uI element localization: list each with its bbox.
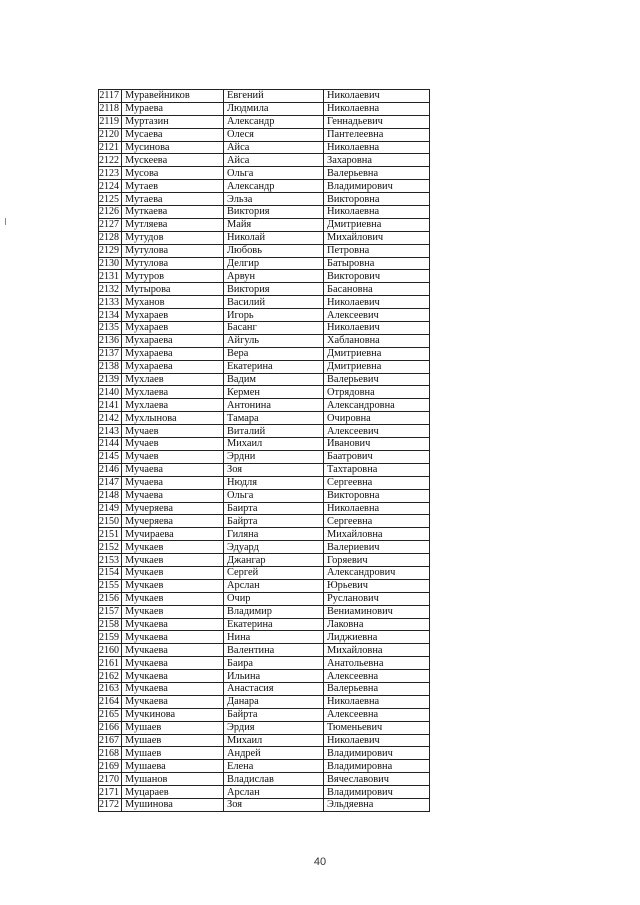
table-row xyxy=(99,270,430,283)
last-name-cell: Мушанов xyxy=(122,773,224,786)
first-name-cell: Баирта xyxy=(224,502,324,515)
table-row xyxy=(99,579,430,592)
first-name-cell: Вадим xyxy=(224,373,324,386)
patronymic-cell: Тюменьевич xyxy=(324,721,430,734)
patronymic-cell: Николаевна xyxy=(324,206,430,219)
patronymic-cell: Петровна xyxy=(324,244,430,257)
first-name-cell: Василий xyxy=(224,296,324,309)
last-name-cell: Мушаев xyxy=(122,734,224,747)
row-number: 2170 xyxy=(99,773,122,786)
table-row xyxy=(99,631,430,644)
row-number: 2159 xyxy=(99,631,122,644)
row-number: 2149 xyxy=(99,502,122,515)
first-name-cell: Любовь xyxy=(224,244,324,257)
first-name-cell: Анастасия xyxy=(224,682,324,695)
row-number: 2160 xyxy=(99,644,122,657)
last-name-cell: Мучаев xyxy=(122,450,224,463)
table-row xyxy=(99,554,430,567)
last-name-cell: Мусинова xyxy=(122,141,224,154)
last-name-cell: Мускеева xyxy=(122,154,224,167)
table-row xyxy=(99,115,430,128)
table-row xyxy=(99,399,430,412)
row-number: 2162 xyxy=(99,670,122,683)
patronymic-cell: Горяевич xyxy=(324,554,430,567)
table-row xyxy=(99,502,430,515)
table-row xyxy=(99,231,430,244)
table-row xyxy=(99,695,430,708)
table-row xyxy=(99,528,430,541)
first-name-cell: Гиляна xyxy=(224,528,324,541)
first-name-cell: Сергей xyxy=(224,566,324,579)
last-name-cell: Мутуров xyxy=(122,270,224,283)
last-name-cell: Мутаева xyxy=(122,193,224,206)
last-name-cell: Мушаев xyxy=(122,721,224,734)
last-name-cell: Мухараева xyxy=(122,347,224,360)
row-number: 2127 xyxy=(99,218,122,231)
patronymic-cell: Очировна xyxy=(324,412,430,425)
first-name-cell: Тамара xyxy=(224,412,324,425)
first-name-cell: Делгир xyxy=(224,257,324,270)
last-name-cell: Мучкаева xyxy=(122,618,224,631)
table-row xyxy=(99,296,430,309)
table-row xyxy=(99,708,430,721)
last-name-cell: Мураева xyxy=(122,102,224,115)
table-row xyxy=(99,734,430,747)
table-row xyxy=(99,309,430,322)
table-row xyxy=(99,670,430,683)
patronymic-cell: Николаевна xyxy=(324,141,430,154)
table-row xyxy=(99,798,430,811)
last-name-cell: Мухлаева xyxy=(122,399,224,412)
last-name-cell: Мухараева xyxy=(122,360,224,373)
last-name-cell: Мучкаева xyxy=(122,644,224,657)
row-number: 2166 xyxy=(99,721,122,734)
first-name-cell: Кермен xyxy=(224,386,324,399)
last-name-cell: Мухлынова xyxy=(122,412,224,425)
row-number: 2163 xyxy=(99,682,122,695)
first-name-cell: Данара xyxy=(224,695,324,708)
patronymic-cell: Отрядовна xyxy=(324,386,430,399)
table-row xyxy=(99,541,430,554)
table-row xyxy=(99,438,430,451)
table-row xyxy=(99,786,430,799)
row-number: 2129 xyxy=(99,244,122,257)
row-number: 2156 xyxy=(99,592,122,605)
patronymic-cell: Викторовна xyxy=(324,489,430,502)
last-name-cell: Мусова xyxy=(122,167,224,180)
last-name-cell: Мутырова xyxy=(122,283,224,296)
table-row xyxy=(99,566,430,579)
row-number: 2117 xyxy=(99,90,122,103)
patronymic-cell: Сергеевна xyxy=(324,476,430,489)
last-name-cell: Мушаев xyxy=(122,747,224,760)
table-row xyxy=(99,747,430,760)
last-name-cell: Мучкаева xyxy=(122,631,224,644)
first-name-cell: Екатерина xyxy=(224,360,324,373)
last-name-cell: Мутаев xyxy=(122,180,224,193)
table-row xyxy=(99,167,430,180)
table-row xyxy=(99,682,430,695)
patronymic-cell: Баатрович xyxy=(324,450,430,463)
first-name-cell: Айса xyxy=(224,141,324,154)
patronymic-cell: Лиджиевна xyxy=(324,631,430,644)
patronymic-cell: Михайлович xyxy=(324,231,430,244)
patronymic-cell: Владимировна xyxy=(324,760,430,773)
patronymic-cell: Владимирович xyxy=(324,180,430,193)
patronymic-cell: Эльдяевна xyxy=(324,798,430,811)
row-number: 2165 xyxy=(99,708,122,721)
patronymic-cell: Алексеевна xyxy=(324,670,430,683)
last-name-cell: Мучаева xyxy=(122,489,224,502)
registry-table xyxy=(98,89,430,812)
table-row xyxy=(99,592,430,605)
row-number: 2139 xyxy=(99,373,122,386)
last-name-cell: Мучкаева xyxy=(122,695,224,708)
patronymic-cell: Александрович xyxy=(324,566,430,579)
row-number: 2128 xyxy=(99,231,122,244)
row-number: 2135 xyxy=(99,322,122,335)
first-name-cell: Виталий xyxy=(224,425,324,438)
row-number: 2123 xyxy=(99,167,122,180)
first-name-cell: Эдуард xyxy=(224,541,324,554)
patronymic-cell: Вячеславович xyxy=(324,773,430,786)
last-name-cell: Мутляева xyxy=(122,218,224,231)
patronymic-cell: Дмитриевна xyxy=(324,360,430,373)
last-name-cell: Мучаева xyxy=(122,476,224,489)
patronymic-cell: Михайловна xyxy=(324,528,430,541)
table-row xyxy=(99,373,430,386)
first-name-cell: Игорь xyxy=(224,309,324,322)
patronymic-cell: Николаевич xyxy=(324,322,430,335)
first-name-cell: Людмила xyxy=(224,102,324,115)
patronymic-cell: Валерьевна xyxy=(324,167,430,180)
patronymic-cell: Николаевна xyxy=(324,695,430,708)
table-row xyxy=(99,347,430,360)
table-row xyxy=(99,605,430,618)
patronymic-cell: Алексеевна xyxy=(324,708,430,721)
last-name-cell: Мучкинова xyxy=(122,708,224,721)
table-row xyxy=(99,257,430,270)
patronymic-cell: Анатольевна xyxy=(324,657,430,670)
last-name-cell: Мучаева xyxy=(122,463,224,476)
patronymic-cell: Владимирович xyxy=(324,747,430,760)
table-row xyxy=(99,463,430,476)
last-name-cell: Мухлаева xyxy=(122,386,224,399)
patronymic-cell: Александровна xyxy=(324,399,430,412)
row-number: 2133 xyxy=(99,296,122,309)
last-name-cell: Мутулова xyxy=(122,257,224,270)
row-number: 2153 xyxy=(99,554,122,567)
row-number: 2158 xyxy=(99,618,122,631)
first-name-cell: Эрдия xyxy=(224,721,324,734)
patronymic-cell: Николаевна xyxy=(324,102,430,115)
row-number: 2148 xyxy=(99,489,122,502)
page-number: 40 xyxy=(313,856,327,868)
first-name-cell: Майя xyxy=(224,218,324,231)
table-row xyxy=(99,476,430,489)
first-name-cell: Байрта xyxy=(224,515,324,528)
first-name-cell: Арслан xyxy=(224,579,324,592)
row-number: 2131 xyxy=(99,270,122,283)
row-number: 2122 xyxy=(99,154,122,167)
row-number: 2140 xyxy=(99,386,122,399)
first-name-cell: Эрдни xyxy=(224,450,324,463)
last-name-cell: Мучкаев xyxy=(122,592,224,605)
row-number: 2143 xyxy=(99,425,122,438)
first-name-cell: Елена xyxy=(224,760,324,773)
first-name-cell: Ольга xyxy=(224,167,324,180)
table-row xyxy=(99,334,430,347)
patronymic-cell: Иванович xyxy=(324,438,430,451)
row-number: 2142 xyxy=(99,412,122,425)
first-name-cell: Арслан xyxy=(224,786,324,799)
last-name-cell: Мутулова xyxy=(122,244,224,257)
row-number: 2132 xyxy=(99,283,122,296)
row-number: 2120 xyxy=(99,128,122,141)
row-number: 2125 xyxy=(99,193,122,206)
row-number: 2118 xyxy=(99,102,122,115)
table-row xyxy=(99,773,430,786)
first-name-cell: Вера xyxy=(224,347,324,360)
last-name-cell: Мучираева xyxy=(122,528,224,541)
patronymic-cell: Алексеевич xyxy=(324,425,430,438)
last-name-cell: Мухараев xyxy=(122,322,224,335)
last-name-cell: Мучкаева xyxy=(122,657,224,670)
row-number: 2172 xyxy=(99,798,122,811)
row-number: 2134 xyxy=(99,309,122,322)
table-row xyxy=(99,102,430,115)
table-row xyxy=(99,412,430,425)
first-name-cell: Ильина xyxy=(224,670,324,683)
row-number: 2119 xyxy=(99,115,122,128)
first-name-cell: Владимир xyxy=(224,605,324,618)
last-name-cell: Мушаева xyxy=(122,760,224,773)
patronymic-cell: Михайловна xyxy=(324,644,430,657)
first-name-cell: Басанг xyxy=(224,322,324,335)
last-name-cell: Мучкаев xyxy=(122,554,224,567)
row-number: 2169 xyxy=(99,760,122,773)
table-row xyxy=(99,206,430,219)
row-number: 2144 xyxy=(99,438,122,451)
row-number: 2155 xyxy=(99,579,122,592)
row-number: 2152 xyxy=(99,541,122,554)
last-name-cell: Мухлаев xyxy=(122,373,224,386)
row-number: 2168 xyxy=(99,747,122,760)
row-number: 2161 xyxy=(99,657,122,670)
patronymic-cell: Юрьевич xyxy=(324,579,430,592)
last-name-cell: Муравейников xyxy=(122,90,224,103)
first-name-cell: Андрей xyxy=(224,747,324,760)
last-name-cell: Муцараев xyxy=(122,786,224,799)
patronymic-cell: Викторовна xyxy=(324,193,430,206)
first-name-cell: Арвун xyxy=(224,270,324,283)
patronymic-cell: Алексеевич xyxy=(324,309,430,322)
first-name-cell: Виктория xyxy=(224,206,324,219)
last-name-cell: Муртазин xyxy=(122,115,224,128)
last-name-cell: Мучеряева xyxy=(122,502,224,515)
last-name-cell: Мухараева xyxy=(122,334,224,347)
first-name-cell: Нина xyxy=(224,631,324,644)
patronymic-cell: Хаблановна xyxy=(324,334,430,347)
patronymic-cell: Валериевич xyxy=(324,541,430,554)
table-row xyxy=(99,128,430,141)
first-name-cell: Евгений xyxy=(224,90,324,103)
table-row xyxy=(99,450,430,463)
last-name-cell: Мучкаева xyxy=(122,670,224,683)
first-name-cell: Байрта xyxy=(224,708,324,721)
row-number: 2167 xyxy=(99,734,122,747)
row-number: 2150 xyxy=(99,515,122,528)
last-name-cell: Мучкаева xyxy=(122,682,224,695)
patronymic-cell: Батыровна xyxy=(324,257,430,270)
last-name-cell: Мучеряева xyxy=(122,515,224,528)
last-name-cell: Мучаев xyxy=(122,425,224,438)
table-row xyxy=(99,386,430,399)
last-name-cell: Мушинова xyxy=(122,798,224,811)
last-name-cell: Муханов xyxy=(122,296,224,309)
row-number: 2154 xyxy=(99,566,122,579)
patronymic-cell: Викторович xyxy=(324,270,430,283)
table-row xyxy=(99,760,430,773)
patronymic-cell: Басановна xyxy=(324,283,430,296)
patronymic-cell: Тахтаровна xyxy=(324,463,430,476)
patronymic-cell: Владимирович xyxy=(324,786,430,799)
first-name-cell: Валентина xyxy=(224,644,324,657)
table-row xyxy=(99,244,430,257)
table-row xyxy=(99,618,430,631)
row-number: 2151 xyxy=(99,528,122,541)
last-name-cell: Мутудов xyxy=(122,231,224,244)
row-number: 2157 xyxy=(99,605,122,618)
patronymic-cell: Дмитриевна xyxy=(324,347,430,360)
first-name-cell: Виктория xyxy=(224,283,324,296)
last-name-cell: Мусаева xyxy=(122,128,224,141)
table-row xyxy=(99,721,430,734)
row-number: 2147 xyxy=(99,476,122,489)
first-name-cell: Николай xyxy=(224,231,324,244)
first-name-cell: Михаил xyxy=(224,734,324,747)
first-name-cell: Александр xyxy=(224,180,324,193)
row-number: 2138 xyxy=(99,360,122,373)
row-number: 2141 xyxy=(99,399,122,412)
patronymic-cell: Вениаминович xyxy=(324,605,430,618)
table-row xyxy=(99,489,430,502)
row-number: 2145 xyxy=(99,450,122,463)
first-name-cell: Очир xyxy=(224,592,324,605)
table-row xyxy=(99,644,430,657)
first-name-cell: Антонина xyxy=(224,399,324,412)
table-row xyxy=(99,515,430,528)
patronymic-cell: Русланович xyxy=(324,592,430,605)
first-name-cell: Екатерина xyxy=(224,618,324,631)
last-name-cell: Мучкаев xyxy=(122,579,224,592)
table-row xyxy=(99,322,430,335)
row-number: 2146 xyxy=(99,463,122,476)
first-name-cell: Айса xyxy=(224,154,324,167)
row-number: 2130 xyxy=(99,257,122,270)
first-name-cell: Олеся xyxy=(224,128,324,141)
table-row xyxy=(99,425,430,438)
table-row xyxy=(99,657,430,670)
first-name-cell: Александр xyxy=(224,115,324,128)
row-number: 2124 xyxy=(99,180,122,193)
table-row xyxy=(99,283,430,296)
patronymic-cell: Николаевич xyxy=(324,296,430,309)
table-row xyxy=(99,180,430,193)
row-number: 2164 xyxy=(99,695,122,708)
table-row xyxy=(99,90,430,103)
last-name-cell: Мучкаев xyxy=(122,566,224,579)
first-name-cell: Джангар xyxy=(224,554,324,567)
first-name-cell: Зоя xyxy=(224,798,324,811)
table-row xyxy=(99,154,430,167)
last-name-cell: Мучкаев xyxy=(122,605,224,618)
last-name-cell: Мухараев xyxy=(122,309,224,322)
patronymic-cell: Валерьевна xyxy=(324,682,430,695)
row-number: 2137 xyxy=(99,347,122,360)
first-name-cell: Айгуль xyxy=(224,334,324,347)
row-number: 2126 xyxy=(99,206,122,219)
patronymic-cell: Николаевич xyxy=(324,90,430,103)
last-name-cell: Мучаев xyxy=(122,438,224,451)
first-name-cell: Михаил xyxy=(224,438,324,451)
table-row xyxy=(99,218,430,231)
table-row xyxy=(99,193,430,206)
table-row xyxy=(99,141,430,154)
first-name-cell: Баира xyxy=(224,657,324,670)
row-number: 2171 xyxy=(99,786,122,799)
row-number: 2136 xyxy=(99,334,122,347)
first-name-cell: Владислав xyxy=(224,773,324,786)
patronymic-cell: Валерьевич xyxy=(324,373,430,386)
patronymic-cell: Сергеевна xyxy=(324,515,430,528)
row-number: 2121 xyxy=(99,141,122,154)
patronymic-cell: Николаевич xyxy=(324,734,430,747)
first-name-cell: Эльза xyxy=(224,193,324,206)
patronymic-cell: Геннадьевич xyxy=(324,115,430,128)
first-name-cell: Ольга xyxy=(224,489,324,502)
patronymic-cell: Пантелеевна xyxy=(324,128,430,141)
patronymic-cell: Захаровна xyxy=(324,154,430,167)
first-name-cell: Нюдля xyxy=(224,476,324,489)
last-name-cell: Мучкаев xyxy=(122,541,224,554)
patronymic-cell: Николаевна xyxy=(324,502,430,515)
patronymic-cell: Дмитриевна xyxy=(324,218,430,231)
table-row xyxy=(99,360,430,373)
last-name-cell: Муткаева xyxy=(122,206,224,219)
first-name-cell: Зоя xyxy=(224,463,324,476)
scan-edge-mark xyxy=(5,218,6,225)
patronymic-cell: Лаковна xyxy=(324,618,430,631)
registry-table-body xyxy=(99,90,430,812)
